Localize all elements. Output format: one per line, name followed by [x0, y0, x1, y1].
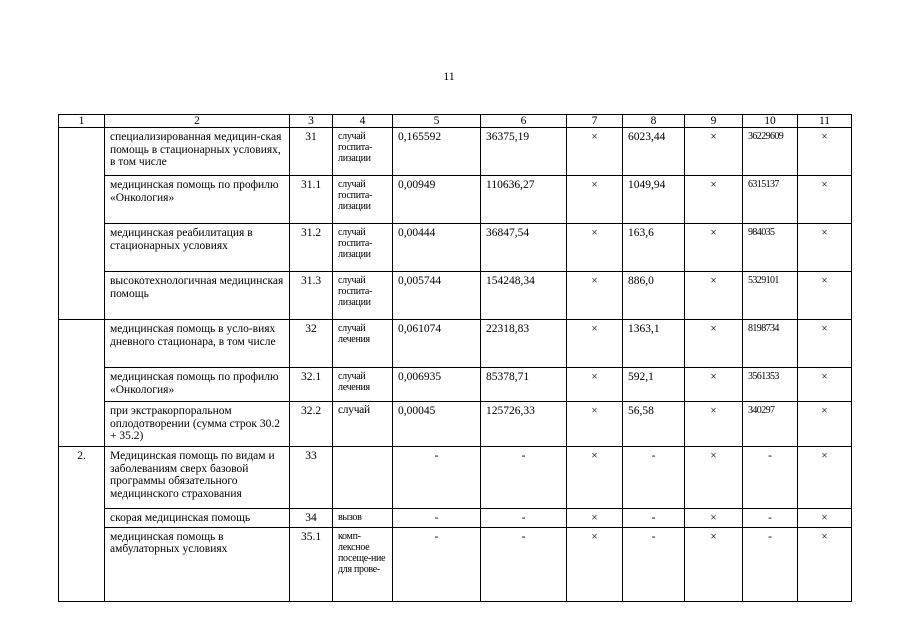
line-number: 33 — [290, 447, 333, 509]
value-cell: - — [623, 509, 685, 528]
value-cell: × — [798, 128, 852, 176]
value-cell: 1363,1 — [623, 320, 685, 368]
value-cell: 592,1 — [623, 368, 685, 402]
indicator-name: скорая медицинская помощь — [105, 509, 290, 528]
value-cell: × — [685, 527, 743, 601]
value-cell: 886,0 — [623, 272, 685, 320]
line-number: 31 — [290, 128, 333, 176]
value-cell: × — [685, 368, 743, 402]
table-row — [59, 368, 852, 402]
unit-cell — [333, 509, 393, 528]
value-cell: × — [685, 128, 743, 176]
unit-cell — [333, 128, 393, 176]
value-cell: 85378,71 — [481, 368, 567, 402]
table-row — [59, 447, 852, 509]
value-cell: 0,00949 — [393, 176, 481, 224]
row-number-cell — [59, 320, 105, 447]
header-row — [59, 115, 852, 128]
indicator-name: Медицинская помощь по видам и заболеваниям сверх базовой программы обязательного медицинского страхования — [105, 447, 290, 509]
unit-text: случай лечения — [338, 323, 370, 345]
value-cell: × — [567, 447, 623, 509]
value-cell: × — [567, 320, 623, 368]
indicator-name: высокотехнологичная медицинская помощь — [105, 272, 290, 320]
line-number: 31.3 — [290, 272, 333, 320]
column-header: 7 — [567, 115, 623, 128]
value-cell: 0,005744 — [393, 272, 481, 320]
value-cell: 0,061074 — [393, 320, 481, 368]
page-number: 11 — [443, 69, 455, 83]
line-number: 35.1 — [290, 527, 333, 601]
unit-cell — [333, 402, 393, 447]
value-cell: - — [623, 527, 685, 601]
unit-cell — [333, 320, 393, 368]
value-cell: × — [798, 272, 852, 320]
value-cell: - — [743, 527, 798, 601]
unit-text: случай госпита-лизации — [338, 179, 373, 212]
value-cell: - — [481, 527, 567, 601]
value-cell: × — [798, 527, 852, 601]
line-number: 32.1 — [290, 368, 333, 402]
table-row — [59, 527, 852, 601]
unit-cell — [333, 368, 393, 402]
table-row — [59, 272, 852, 320]
value-cell: × — [567, 128, 623, 176]
column-header: 11 — [798, 115, 852, 128]
unit-text: случай госпита-лизации — [338, 275, 373, 308]
unit-text: случай лечения — [338, 371, 370, 393]
table-row — [59, 176, 852, 224]
value-cell: × — [567, 509, 623, 528]
value-cell: - — [393, 509, 481, 528]
indicator-name: медицинская помощь по профилю «Онкология» — [105, 368, 290, 402]
indicator-name: специализированная медицин-ская помощь в стационарных условиях, в том числе — [105, 128, 290, 176]
value-cell: × — [685, 402, 743, 447]
line-number: 32 — [290, 320, 333, 368]
value-cell: × — [685, 509, 743, 528]
value-cell: × — [685, 272, 743, 320]
value-cell: 22318,83 — [481, 320, 567, 368]
value-cell: 0,006935 — [393, 368, 481, 402]
column-header: 6 — [481, 115, 567, 128]
column-header: 3 — [290, 115, 333, 128]
column-header: 5 — [393, 115, 481, 128]
value-cell: 36847,54 — [481, 224, 567, 272]
unit-cell — [333, 272, 393, 320]
unit-text: комп-лексное посеще-ние для прове- — [338, 530, 386, 575]
column-header: 1 — [59, 115, 105, 128]
table-row — [59, 224, 852, 272]
value-cell: 110636,27 — [481, 176, 567, 224]
indicator-name: медицинская помощь по профилю «Онкология» — [105, 176, 290, 224]
line-number: 34 — [290, 509, 333, 528]
value-cell: - — [743, 509, 798, 528]
row-number-cell — [59, 128, 105, 320]
indicator-name: медицинская помощь в амбулаторных условиях — [105, 527, 290, 601]
row-number-cell: 2. — [59, 447, 105, 602]
column-header: 10 — [743, 115, 798, 128]
value-cell: × — [798, 368, 852, 402]
value-cell: 163,6 — [623, 224, 685, 272]
line-number: 31.1 — [290, 176, 333, 224]
unit-text: случай — [338, 404, 370, 416]
value-cell: - — [481, 447, 567, 509]
data-table — [58, 114, 852, 602]
value-cell: 984035 — [743, 224, 798, 272]
value-cell: × — [567, 402, 623, 447]
value-cell: 0,00045 — [393, 402, 481, 447]
value-cell: 8198734 — [743, 320, 798, 368]
value-cell: - — [393, 447, 481, 509]
column-header: 4 — [333, 115, 393, 128]
table-row — [59, 320, 852, 368]
unit-text: случай госпита-лизации — [338, 131, 373, 164]
value-cell: × — [567, 368, 623, 402]
value-cell: 36375,19 — [481, 128, 567, 176]
table-row — [59, 402, 852, 447]
value-cell: 6023,44 — [623, 128, 685, 176]
value-cell: - — [743, 447, 798, 509]
value-cell: 5329101 — [743, 272, 798, 320]
value-cell: × — [685, 224, 743, 272]
table-row — [59, 128, 852, 176]
value-cell: × — [798, 509, 852, 528]
indicator-name: медицинская помощь в усло-виях дневного стационара, в том числе — [105, 320, 290, 368]
value-cell: 0,165592 — [393, 128, 481, 176]
value-cell: 1049,94 — [623, 176, 685, 224]
value-cell: 125726,33 — [481, 402, 567, 447]
value-cell: - — [623, 447, 685, 509]
column-header: 8 — [623, 115, 685, 128]
value-cell: × — [685, 176, 743, 224]
line-number: 32.2 — [290, 402, 333, 447]
value-cell: × — [798, 320, 852, 368]
value-cell: 6315137 — [743, 176, 798, 224]
unit-text: случай госпита-лизации — [338, 227, 373, 260]
indicator-name: при экстракорпоральном оплодотворении (сумма строк 30.2 + 35.2) — [105, 402, 290, 447]
unit-cell — [333, 527, 393, 601]
value-cell: × — [798, 224, 852, 272]
unit-cell — [333, 447, 393, 509]
value-cell: × — [685, 447, 743, 509]
table-row — [59, 509, 852, 528]
value-cell: × — [567, 176, 623, 224]
line-number: 31.2 — [290, 224, 333, 272]
column-header: 2 — [105, 115, 290, 128]
value-cell: 56,58 — [623, 402, 685, 447]
value-cell: × — [685, 320, 743, 368]
indicator-name: медицинская реабилитация в стационарных условиях — [105, 224, 290, 272]
value-cell: × — [798, 402, 852, 447]
value-cell: 3561353 — [743, 368, 798, 402]
value-cell: × — [567, 224, 623, 272]
value-cell: × — [798, 176, 852, 224]
value-cell: - — [481, 509, 567, 528]
column-header: 9 — [685, 115, 743, 128]
value-cell: × — [567, 527, 623, 601]
value-cell: 0,00444 — [393, 224, 481, 272]
unit-cell — [333, 224, 393, 272]
value-cell: × — [567, 272, 623, 320]
value-cell: 340297 — [743, 402, 798, 447]
unit-text: вызов — [338, 512, 362, 523]
value-cell: 36229609 — [743, 128, 798, 176]
value-cell: × — [798, 447, 852, 509]
value-cell: - — [393, 527, 481, 601]
unit-cell — [333, 176, 393, 224]
value-cell: 154248,34 — [481, 272, 567, 320]
